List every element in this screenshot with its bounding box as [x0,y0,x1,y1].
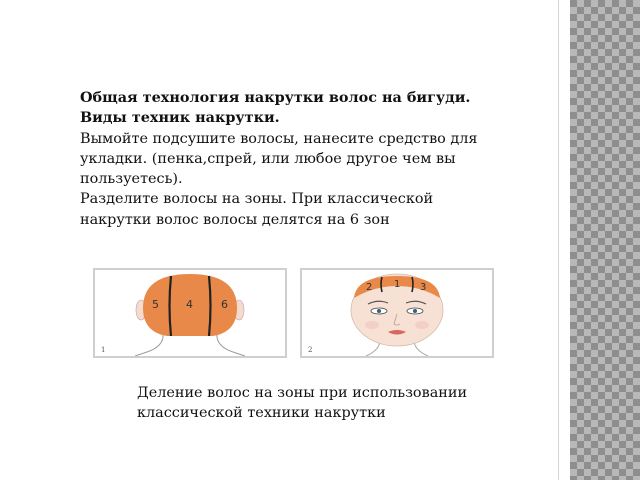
figure-number: 2 [308,346,313,354]
figure-face-front [300,268,494,358]
main-text [80,88,490,230]
face-illustration [302,270,492,356]
figure-caption: Деление волос на зоны при использовании классической техники накрутки [137,385,468,421]
slide-title: Общая технология накрутки волос на бигуди. Виды техник накрутки. [80,89,471,127]
zone-label-2: 2 [366,282,373,293]
figure-number: 1 [101,346,106,354]
decorative-pattern-strip [570,0,640,480]
zone-label-1: 1 [394,279,401,290]
paragraph-prepare: Вымойте подсушите волосы, нанесите средство для укладки. (пенка,спрей, или любое другое чем вы пользуетесь). [80,130,478,188]
figure-back-head [93,268,287,358]
zone-label-6: 6 [221,298,228,311]
back-head-illustration [95,270,285,356]
zone-label-5: 5 [152,298,159,311]
paragraph-zones: Разделите волосы на зоны. При классической накрутки волос волосы делятся на 6 зон [80,191,434,228]
side-divider [558,0,559,480]
zone-label-3: 3 [420,282,427,293]
zone-label-4: 4 [186,298,193,311]
